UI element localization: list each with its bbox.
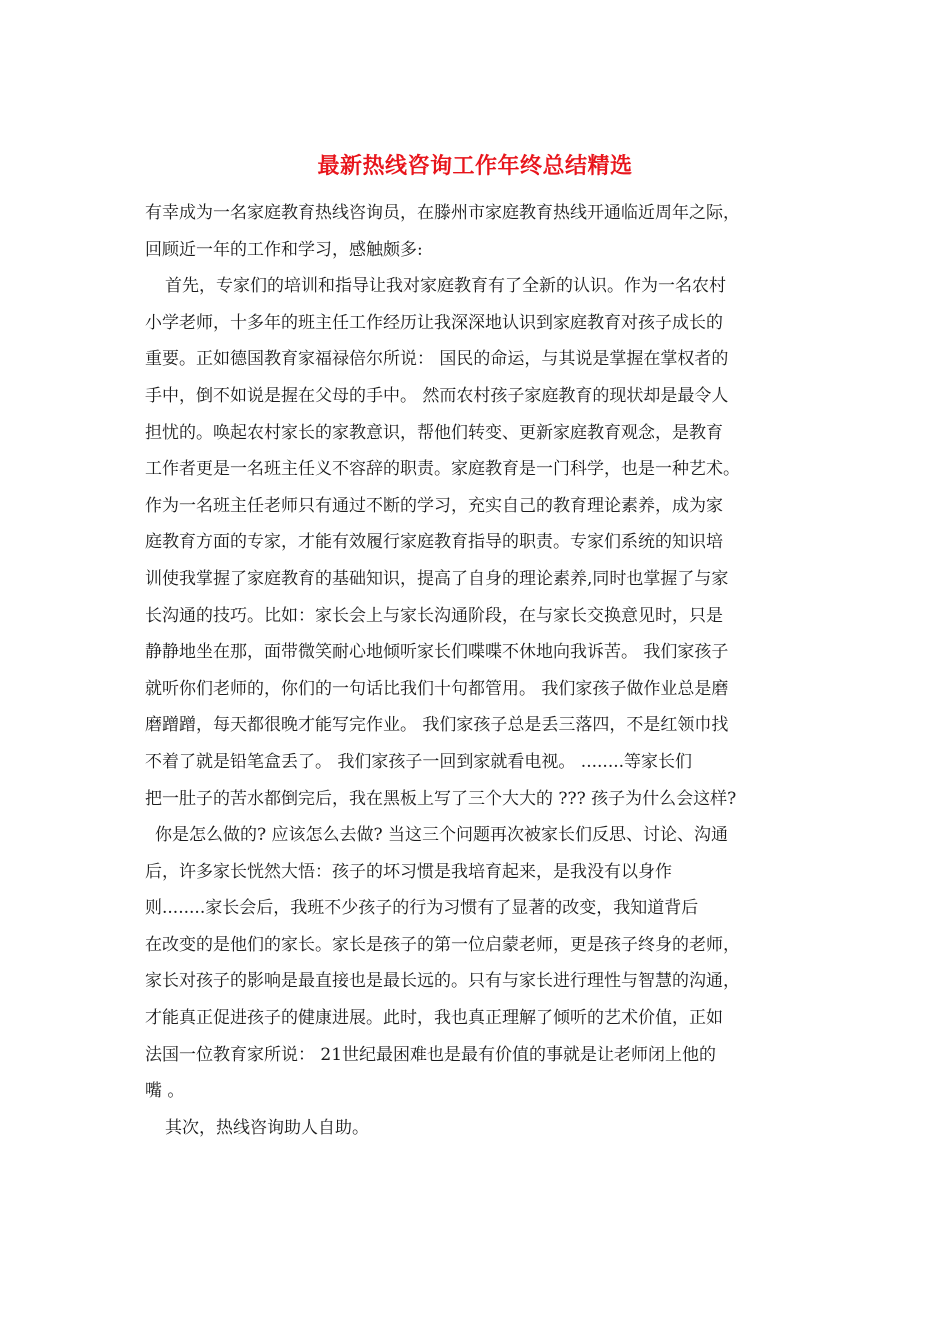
paragraph-line: 就听你们老师的，你们的一句话比我们十句都管用。 我们家孩子做作业总是磨 bbox=[145, 678, 729, 699]
paragraph-line: 则........家长会后，我班不少孩子的行为习惯有了显著的改变，我知道背后 bbox=[145, 898, 699, 919]
paragraph-line: 回顾近一年的工作和学习，感触颇多: bbox=[145, 239, 423, 260]
paragraph-line: 把一肚子的苦水都倒完后，我在黑板上写了三个大大的 ??? 孩子为什么会这样? bbox=[145, 788, 737, 809]
paragraph-line: 嘴 。 bbox=[145, 1081, 185, 1102]
paragraph-line: 有幸成为一名家庭教育热线咨询员，在滕州市家庭教育热线开通临近周年之际， bbox=[145, 203, 740, 223]
document-body bbox=[145, 195, 810, 1146]
paragraph-line: 长沟通的技巧。比如：家长会上与家长沟通阶段，在与家长交换意见时，只是 bbox=[145, 605, 723, 626]
paragraph-line: 法国一位教育家所说： 21世纪最困难也是最有价值的事就是让老师闭上他的 bbox=[145, 1044, 717, 1065]
paragraph-line: 首先，专家们的培训和指导让我对家庭教育有了全新的认识。作为一名农村 bbox=[165, 276, 726, 297]
paragraph-line: 家长对孩子的影响是最直接也是最长远的。只有与家长进行理性与智慧的沟通， bbox=[145, 971, 740, 992]
paragraph-line: 才能真正促进孩子的健康进展。此时，我也真正理解了倾听的艺术价值，正如 bbox=[145, 1008, 723, 1029]
paragraph-line: 训使我掌握了家庭教育的基础知识，提高了自身的理论素养,同时也掌握了与家 bbox=[145, 568, 729, 589]
paragraph-line: 静静地坐在那，面带微笑耐心地倾听家长们喋喋不休地向我诉苦。 我们家孩子 bbox=[145, 642, 729, 663]
paragraph-line: 重要。正如德国教育家福禄倍尔所说： 国民的命运，与其说是掌握在掌权者的 bbox=[145, 349, 729, 370]
paragraph-line: 磨蹭蹭，每天都很晚才能写完作业。 我们家孩子总是丢三落四，不是红领巾找 bbox=[145, 715, 729, 736]
paragraph-line: 担忧的。唤起农村家长的家教意识，帮他们转变、更新家庭教育观念，是教育 bbox=[145, 422, 723, 443]
paragraph-line: 后，许多家长恍然大悟：孩子的坏习惯是我培育起来，是我没有以身作 bbox=[145, 861, 672, 882]
paragraph-line: 不着了就是铅笔盒丢了。 我们家孩子一回到家就看电视。 ........等家长们 bbox=[145, 751, 693, 772]
paragraph-line: 在改变的是他们的家长。家长是孩子的第一位启蒙老师，更是孩子终身的老师， bbox=[145, 934, 740, 955]
paragraph-line: 庭教育方面的专家，才能有效履行家庭教育指导的职责。专家们系统的知识培 bbox=[145, 532, 723, 553]
document-title: 最新热线咨询工作年终总结精选 bbox=[317, 154, 633, 179]
paragraph-line: 小学老师，十多年的班主任工作经历让我深深地认识到家庭教育对孩子成长的 bbox=[145, 312, 723, 333]
paragraph-line: 工作者更是一名班主任义不容辞的职责。家庭教育是一门科学，也是一种艺术。 bbox=[145, 459, 740, 480]
paragraph-line: 作为一名班主任老师只有通过不断的学习，充实自己的教育理论素养，成为家 bbox=[145, 495, 723, 516]
paragraph-line: 你是怎么做的? 应该怎么去做? 当这三个问题再次被家长们反思、讨论、沟通 bbox=[155, 825, 729, 846]
paragraph-line: 其次，热线咨询助人自助。 bbox=[165, 1117, 369, 1138]
paragraph-line: 手中，倒不如说是握在父母的手中。 然而农村孩子家庭教育的现状却是最令人 bbox=[145, 385, 729, 406]
